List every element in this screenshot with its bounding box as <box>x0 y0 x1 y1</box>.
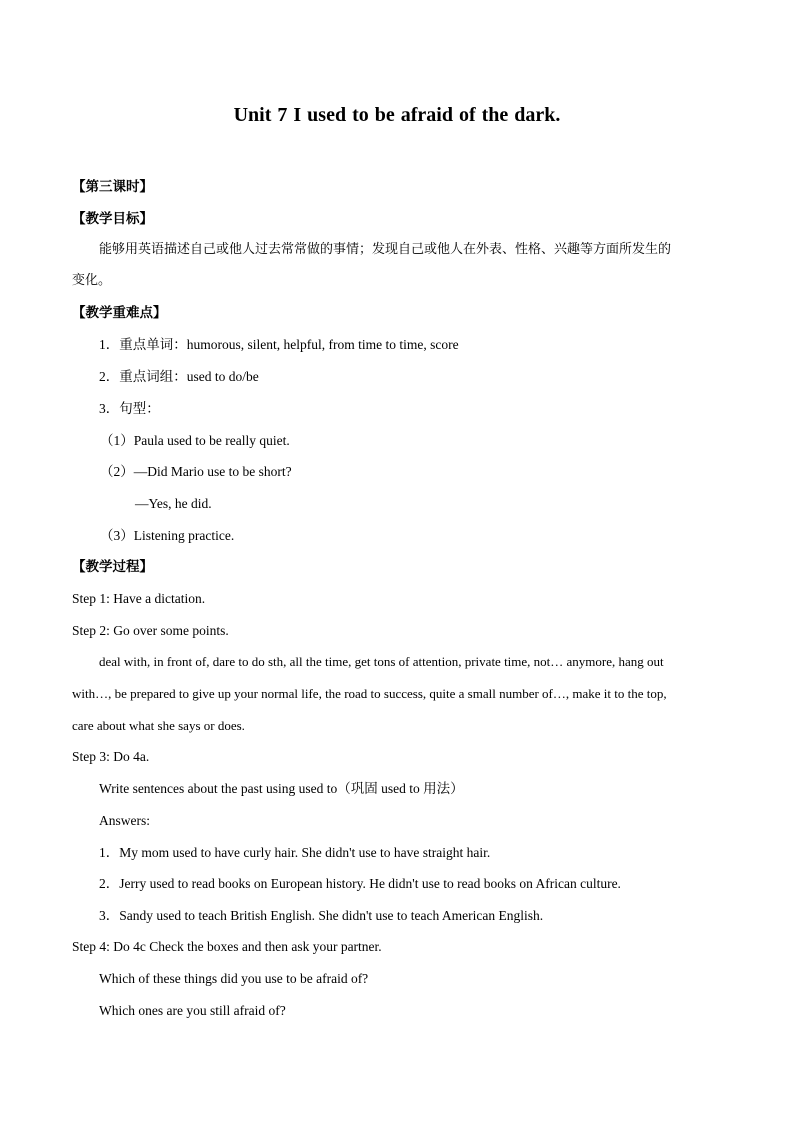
answer1: 1．My mom used to have curly hair. She didn't use to have straight hair. <box>99 845 491 860</box>
key-points-item3: 3．句型： <box>99 401 160 416</box>
page-title: Unit 7 I used to be afraid of the dark. <box>233 104 561 126</box>
lesson-heading: 【第三课时】 <box>72 179 153 195</box>
points-line1: deal with, in front of, dare to do sth, all the time, get tons of attention, private time, not… anymore, hang out <box>99 654 664 669</box>
step2: Step 2: Go over some points. <box>72 623 229 638</box>
answer3: 3．Sandy used to teach British English. She didn't use to teach American English. <box>99 908 544 923</box>
answers-label: Answers: <box>99 813 150 828</box>
key-points-sub1: （1）Paula used to be really quiet. <box>100 433 290 448</box>
key-points-sub2b: —Yes, he did. <box>135 496 212 511</box>
key-points-heading: 【教学重难点】 <box>72 305 167 321</box>
step1: Step 1: Have a dictation. <box>72 591 206 606</box>
key-points-sub2: （2）—Did Mario use to be short? <box>100 464 292 479</box>
objectives-heading: 【教学目标】 <box>72 211 153 227</box>
process-heading: 【教学过程】 <box>72 559 153 575</box>
points-line2: with…, be prepared to give up your normal life, the road to success, quite a small number of…, make it to the top, <box>72 686 667 701</box>
step3: Step 3: Do 4a. <box>72 749 150 764</box>
objectives-text-line1: 能够用英语描述自己或他人过去常常做的事情；发现自己或他人在外表、性格、兴趣等方面所发生的 <box>99 242 672 257</box>
question2: Which ones are you still afraid of? <box>99 1003 286 1018</box>
points-line3: care about what she says or does. <box>72 718 245 733</box>
step4: Step 4: Do 4c Check the boxes and then ask your partner. <box>72 939 382 954</box>
step3-instruction: Write sentences about the past using used to（巩固 used to 用法） <box>99 781 464 796</box>
key-points-sub3: （3）Listening practice. <box>100 528 235 543</box>
key-points-item2: 2．重点词组：used to do/be <box>99 369 259 384</box>
key-points-item1: 1．重点单词：humorous, silent, helpful, from time to time, score <box>99 337 459 352</box>
objectives-text-line2: 变化。 <box>72 273 112 288</box>
answer2: 2．Jerry used to read books on European history. He didn't use to read books on African culture. <box>99 876 621 891</box>
question1: Which of these things did you use to be afraid of? <box>99 971 369 986</box>
